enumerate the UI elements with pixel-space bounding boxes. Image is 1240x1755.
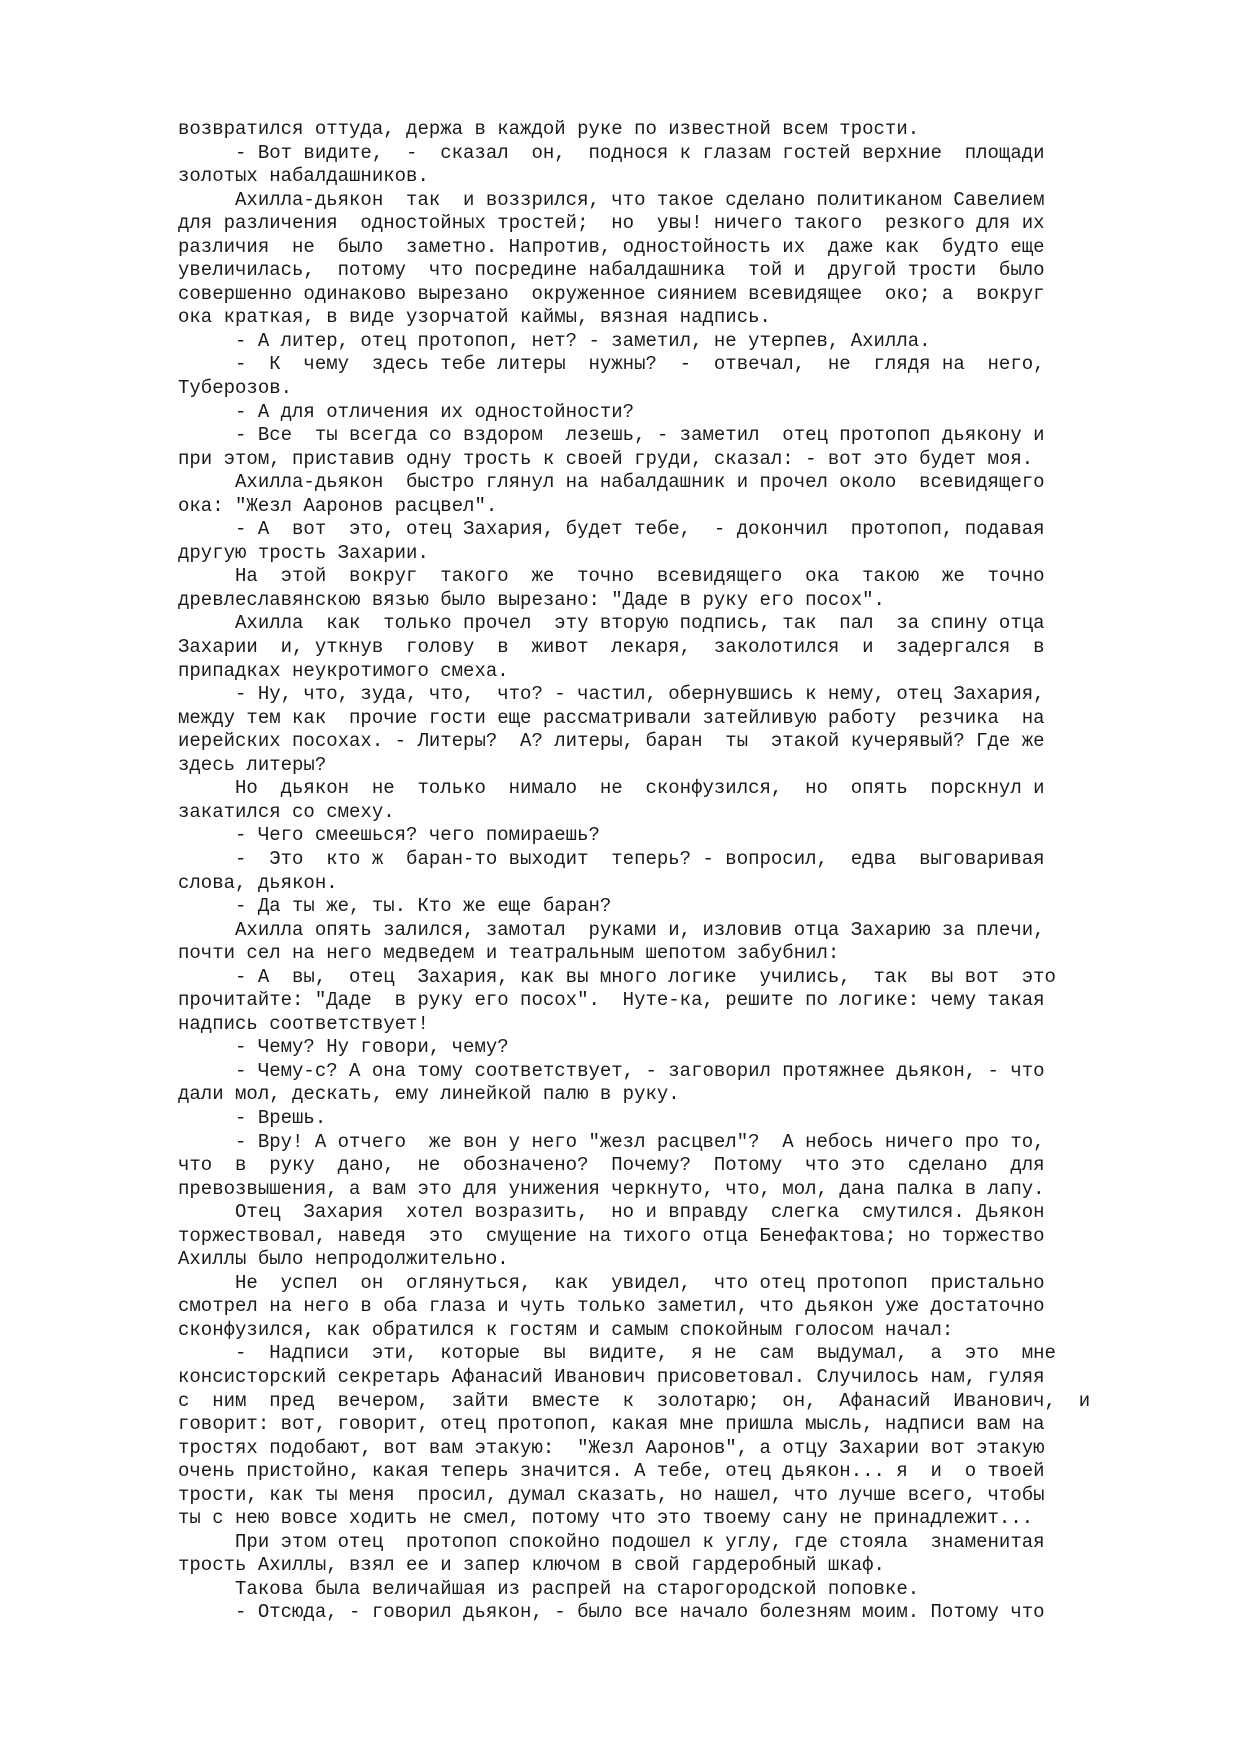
text-line: Ахилла-дьякон так и воззрился, что такое сделано политиканом Савелием bbox=[178, 188, 1045, 211]
text-line: Ахиллы было непродолжительно. bbox=[178, 1248, 509, 1271]
text-line: говорит: вот, говорит, отец протопоп, какая мне пришла мысль, надписи вам на bbox=[178, 1413, 1045, 1436]
text-line: На этой вокруг такого же точно всевидящего ока такою же точно bbox=[178, 565, 1045, 588]
text-line: очень пристойно, какая теперь значится. А тебе, отец дьякон... я и о твоей bbox=[178, 1460, 1045, 1483]
document-page bbox=[178, 118, 1128, 1625]
text-line: - А вот это, отец Захария, будет тебе, - докончил протопоп, подавая bbox=[178, 518, 1045, 541]
text-line: При этом отец протопоп спокойно подошел к углу, где стояла знаменитая bbox=[178, 1530, 1045, 1553]
text-line: древлеславянскою вязью было вырезано: "Даде в руку его посох". bbox=[178, 588, 885, 611]
text-line: Захарии и, уткнув голову в живот лекаря, заколотился и задергался в bbox=[178, 636, 1045, 659]
text-line: - Ну, что, зуда, что, что? - частил, обернувшись к нему, отец Захария, bbox=[178, 683, 1045, 706]
text-line: - Врешь. bbox=[178, 1106, 327, 1129]
text-line: прочитайте: "Даде в руку его посох". Нуте-ка, решите по логике: чему такая bbox=[178, 989, 1045, 1012]
text-line: возвратился оттуда, держа в каждой руке по известной всем трости. bbox=[178, 118, 920, 140]
text-line: иерейских посохах. - Литеры? А? литеры, баран ты этакой кучерявый? Где же bbox=[178, 730, 1045, 753]
text-line: Ахилла опять залился, замотал руками и, изловив отца Захарию за плечи, bbox=[178, 918, 1045, 941]
text-line: - Чему-с? А она тому соответствует, - заговорил протяжнее дьякон, - что bbox=[178, 1059, 1045, 1082]
text-line: для различения одностойных тростей; но увы! ничего такого резкого для их bbox=[178, 212, 1045, 235]
text-line: сконфузился, как обратился к гостям и самым спокойным голосом начал: bbox=[178, 1318, 954, 1341]
text-line: трости, как ты меня просил, думал сказать, но нашел, что лучше всего, чтобы bbox=[178, 1483, 1045, 1506]
text-line: Ахилла-дьякон быстро глянул на набалдашник и прочел около всевидящего bbox=[178, 471, 1045, 494]
text-line: надпись соответствует! bbox=[178, 1012, 429, 1035]
text-line: ока краткая, в виде узорчатой каймы, вязная надпись. bbox=[178, 306, 771, 329]
text-line: при этом, приставив одну трость к своей груди, сказал: - вот это будет моя. bbox=[178, 447, 1034, 470]
text-line: припадках неукротимого смеха. bbox=[178, 659, 509, 682]
text-line: дали мол, дескать, ему линейкой палю в руку. bbox=[178, 1083, 680, 1106]
text-line: смотрел на него в оба глаза и чуть только заметил, что дьякон уже достаточно bbox=[178, 1295, 1045, 1318]
text-line: - А вы, отец Захария, как вы много логике учились, так вы вот это bbox=[178, 965, 1056, 988]
text-line: - Это кто ж баран-то выходит теперь? - вопросил, едва выговаривая bbox=[178, 847, 1045, 870]
text-line: золотых набалдашников. bbox=[178, 165, 429, 188]
text-line: здесь литеры? bbox=[178, 753, 327, 776]
text-line: Не успел он оглянуться, как увидел, что отец протопоп пристально bbox=[178, 1271, 1045, 1294]
text-line: ты с нею вовсе ходить не смел, потому что это твоему сану не принадлежит... bbox=[178, 1507, 1034, 1530]
text-line: с ним пред вечером, зайти вместе к золотарю; он, Афанасий Иванович, и bbox=[178, 1389, 1091, 1412]
text-line: - Чему? Ну говори, чему? bbox=[178, 1036, 509, 1059]
text-line: - Вру! А отчего же вон у него "жезл расцвел"? А небось ничего про то, bbox=[178, 1130, 1045, 1153]
text-line: что в руку дано, не обозначено? Почему? Потому что это сделано для bbox=[178, 1154, 1045, 1177]
text-line: трость Ахиллы, взял ее и запер ключом в свой гардеробный шкаф. bbox=[178, 1554, 885, 1577]
text-line: Отец Захария хотел возразить, но и вправду слегка смутился. Дьякон bbox=[178, 1201, 1045, 1224]
text-line: консисторский секретарь Афанасий Иванович присоветовал. Случилось нам, гуляя bbox=[178, 1365, 1045, 1388]
text-line: Ахилла как только прочел эту вторую подпись, так пал за спину отца bbox=[178, 612, 1045, 635]
text-line: другую трость Захарии. bbox=[178, 541, 429, 564]
text-line: - Все ты всегда со вздором лезешь, - заметил отец протопоп дьякону и bbox=[178, 424, 1045, 447]
text-line: - Да ты же, ты. Кто же еще баран? bbox=[178, 895, 612, 918]
text-line: - А для отличения их одностойности? bbox=[178, 400, 635, 423]
text-line: торжествовал, наведя это смущение на тихого отца Бенефактова; но торжество bbox=[178, 1224, 1045, 1247]
text-line: Туберозов. bbox=[178, 377, 293, 400]
text-line: - Чего смеешься? чего помираешь? bbox=[178, 824, 600, 847]
text-line: тростях подобают, вот вам этакую: "Жезл Ааронов", а отцу Захарии вот этакую bbox=[178, 1436, 1045, 1459]
text-line: закатился со смеху. bbox=[178, 800, 395, 823]
text-line: - Отсюда, - говорил дьякон, - было все начало болезням моим. Потому что bbox=[178, 1601, 1045, 1624]
text-line: различия не было заметно. Напротив, одностойность их даже как будто еще bbox=[178, 235, 1045, 258]
text-line: - Вот видите, - сказал он, поднося к глазам гостей верхние площади bbox=[178, 141, 1045, 164]
text-line: почти сел на него медведем и театральным шепотом забубнил: bbox=[178, 942, 840, 965]
text-line: увеличилась, потому что посредине набалдашника той и другой трости было bbox=[178, 259, 1045, 282]
text-line: совершенно одинаково вырезано окруженное сиянием всевидящее око; а вокруг bbox=[178, 282, 1045, 305]
text-line: - К чему здесь тебе литеры нужны? - отвечал, не глядя на него, bbox=[178, 353, 1045, 376]
text-line: Такова была величайшая из распрей на старогородской поповке. bbox=[178, 1577, 920, 1600]
text-line: слова, дьякон. bbox=[178, 871, 338, 894]
text-line: между тем как прочие гости еще рассматривали затейливую работу резчика на bbox=[178, 706, 1045, 729]
text-line: - А литер, отец протопоп, нет? - заметил, не утерпев, Ахилла. bbox=[178, 329, 931, 352]
text-line: превозвышения, а вам это для унижения черкнуто, что, мол, дана палка в лапу. bbox=[178, 1177, 1045, 1200]
text-line: ока: "Жезл Ааронов расцвел". bbox=[178, 494, 498, 517]
text-line: Но дьякон не только нимало не сконфузился, но опять порскнул и bbox=[178, 777, 1045, 800]
text-line: - Надписи эти, которые вы видите, я не сам выдумал, а это мне bbox=[178, 1342, 1056, 1365]
